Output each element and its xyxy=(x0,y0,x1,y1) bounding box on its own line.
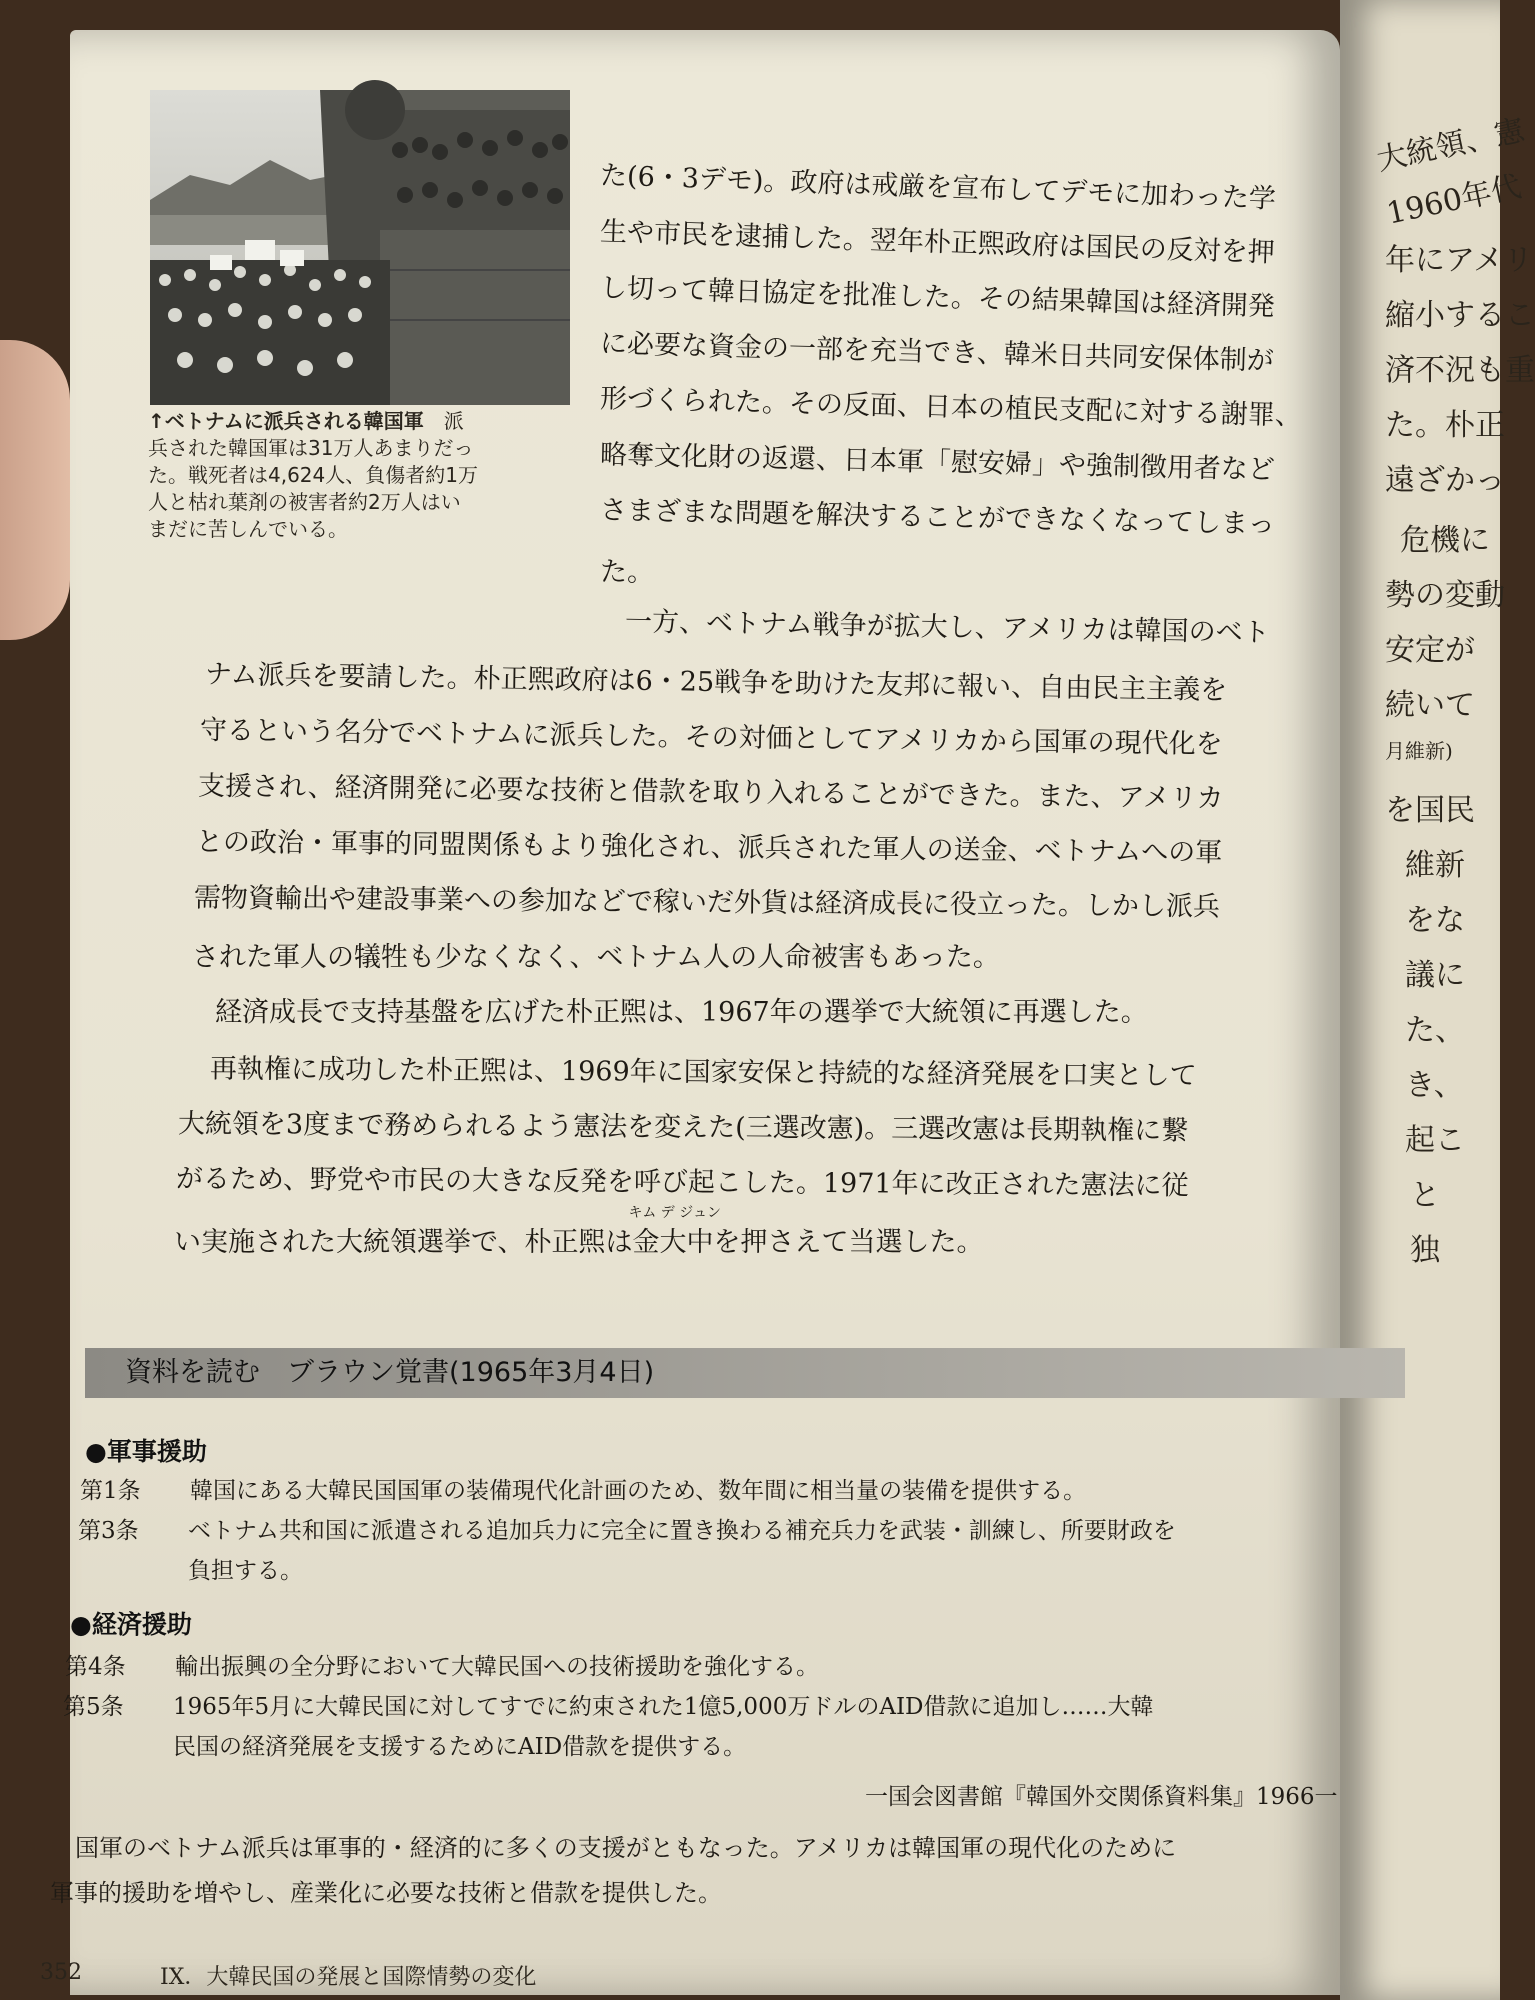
facing-text: 起こ xyxy=(1405,1123,1465,1158)
body-segment: い実施された大統領選挙で、朴正煕は xyxy=(174,1227,633,1258)
facing-text: た。朴正 xyxy=(1385,408,1505,443)
facing-text: と xyxy=(1410,1178,1440,1213)
facing-text: 済不況も重 xyxy=(1385,353,1535,388)
summary-line: 国軍のベトナム派兵は軍事的・経済的に多くの支援がともなった。アメリカは韓国軍の現代化のために xyxy=(75,1834,1177,1862)
caption-line: 兵された韓国軍は31万人あまりだっ xyxy=(148,436,474,460)
body-line: 略奪文化財の返還、日本軍「慰安婦」や強制徴用者など xyxy=(599,439,1276,486)
article-row xyxy=(80,1472,1086,1505)
facing-text: 勢の変動 xyxy=(1385,578,1505,613)
summary-line: 軍事的援助を増やし、産業化に必要な技術と借款を提供した。 xyxy=(50,1879,722,1907)
ruby-reading: キム デ ジュン xyxy=(628,1205,721,1221)
article-text-cont: 負担する。 xyxy=(188,1558,303,1584)
body-line: た(6・3デモ)。政府は戒厳を宣布してデモに加わった学 xyxy=(599,160,1277,215)
body-line: 形づくられた。その反面、日本の植民支配に対する謝罪、 xyxy=(599,383,1303,432)
facing-text: 議に xyxy=(1405,958,1465,993)
article-row xyxy=(78,1512,1176,1545)
body-line: 経済成長で支持基盤を広げた朴正煕は、1967年の選挙で大統領に再選した。 xyxy=(215,997,1148,1028)
thumb xyxy=(0,340,70,640)
facing-text: 独 xyxy=(1410,1233,1440,1268)
photo-illustration xyxy=(150,90,570,405)
facing-text: 年にアメリ xyxy=(1385,243,1534,278)
facing-text: 続いて xyxy=(1385,688,1475,723)
facing-text: 安定が xyxy=(1385,633,1475,668)
article-number: 第5条 xyxy=(63,1694,124,1720)
article-number: 第1条 xyxy=(80,1478,141,1504)
body-segment: を押さえて当選した。 xyxy=(713,1227,984,1258)
facing-text: をな xyxy=(1405,903,1465,938)
facing-text: 大統領、憲 xyxy=(1373,112,1528,179)
article-text: 輸出振興の全分野において大韓民国への技術援助を強化する。 xyxy=(175,1654,819,1680)
caption-line xyxy=(148,408,578,435)
facing-text: 維新 xyxy=(1405,848,1465,883)
facing-text: 危機に xyxy=(1400,523,1490,558)
article-row xyxy=(63,1688,1153,1721)
military-aid-heading: ●軍事援助 xyxy=(85,1437,207,1466)
facing-text: 縮小するこ xyxy=(1385,298,1535,333)
article-number: 第4条 xyxy=(65,1654,126,1680)
body-line: ナム派兵を要請した。朴正煕政府は6・25戦争を助けた友邦に報い、自由民主主義を xyxy=(204,658,1228,707)
facing-text: を国民 xyxy=(1385,793,1475,828)
caption-lead: ↑ベトナムに派兵される韓国軍 xyxy=(148,409,424,433)
citation: 一国会図書館『韓国外交関係資料集』1966一 xyxy=(865,1784,1338,1810)
body-line-last xyxy=(174,1205,984,1259)
facing-text: 遠ざかっ xyxy=(1385,463,1505,498)
article-text: 1965年5月に大韓民国に対してすでに約束された1億5,000万ドルのAID借款に追加し……大韓 xyxy=(173,1694,1154,1720)
photo-caption xyxy=(148,408,578,543)
article-text: 韓国にある大韓民国国軍の装備現代化計画のため、数年間に相当量の装備を提供する。 xyxy=(190,1478,1087,1504)
body-line: 生や市民を逮捕した。翌年朴正煕政府は国民の反対を押 xyxy=(599,216,1276,269)
article-number: 第3条 xyxy=(78,1518,139,1544)
ruby-base: 金大中 xyxy=(632,1227,714,1258)
body-line: し切って韓日協定を批准した。その結果韓国は経済開発 xyxy=(599,272,1276,323)
facing-text: き、 xyxy=(1405,1068,1464,1103)
facing-text: 月維新) xyxy=(1385,739,1453,763)
body-line: 大統領を3度まで務められるよう憲法を変えた(三選改憲)。三選改憲は長期執権に繋 xyxy=(177,1108,1189,1147)
body-line: た。 xyxy=(600,557,654,588)
caption-line: まだに苦しんでいる。 xyxy=(148,517,348,541)
economic-aid-heading: ●経済援助 xyxy=(70,1610,192,1639)
body-line: 支援され、経済開発に必要な技術と借款を取り入れることができた。また、アメリカ xyxy=(197,770,1224,815)
facing-text: 1960年代 xyxy=(1383,169,1525,232)
body-line: 需物資輸出や建設事業への参加などで稼いだ外貨は経済成長に役立った。しかし派兵 xyxy=(193,882,1221,923)
caption-lead-tail: 派 xyxy=(443,409,464,433)
article-text-cont: 民国の経済発展を支援するためにAID借款を提供する。 xyxy=(173,1734,747,1760)
body-line: された軍人の犠牲も少なくなく、ベトナム人の人命被害もあった。 xyxy=(192,942,1000,973)
page-number: 352 xyxy=(40,1960,82,1985)
body-line: との政治・軍事的同盟関係もより強化され、派兵された軍人の送金、ベトナムへの軍 xyxy=(195,826,1223,869)
ruby-name xyxy=(628,1205,721,1259)
source-box-title: 資料を読む ブラウン覚書(1965年3月4日) xyxy=(85,1348,1405,1398)
body-line: 守るという名分でベトナムに派兵した。その対価としてアメリカから国軍の現代化を xyxy=(199,714,1223,761)
caption-line: 人と枯れ葉剤の被害者約2万人はい xyxy=(148,490,461,514)
facing-text: た、 xyxy=(1405,1013,1465,1048)
body-line: 再執権に成功した朴正煕は、1969年に国家安保と持続的な経済発展を口実として xyxy=(209,1053,1197,1092)
chapter-title: IX．大韓民国の発展と国際情勢の変化 xyxy=(160,1965,537,1990)
body-line: がるため、野党や市民の大きな反発を呼び起こした。1971年に改正された憲法に従 xyxy=(175,1163,1189,1202)
body-line: さまざまな問題を解決することができなくなってしまっ xyxy=(599,494,1276,541)
facing-page xyxy=(1340,0,1535,2000)
caption-line: た。戦死者は4,624人、負傷者約1万 xyxy=(148,463,478,487)
body-line: に必要な資金の一部を充当でき、韓米日共同安保体制が xyxy=(599,328,1275,377)
article-text: ベトナム共和国に派遣される追加兵力に完全に置き換わる補充兵力を武装・訓練し、所要財政を xyxy=(188,1518,1176,1544)
troop-ship-photo xyxy=(150,90,570,405)
body-line: 一方、ベトナム戦争が拡大し、アメリカは韓国のベト xyxy=(624,606,1270,649)
article-row xyxy=(65,1648,819,1681)
